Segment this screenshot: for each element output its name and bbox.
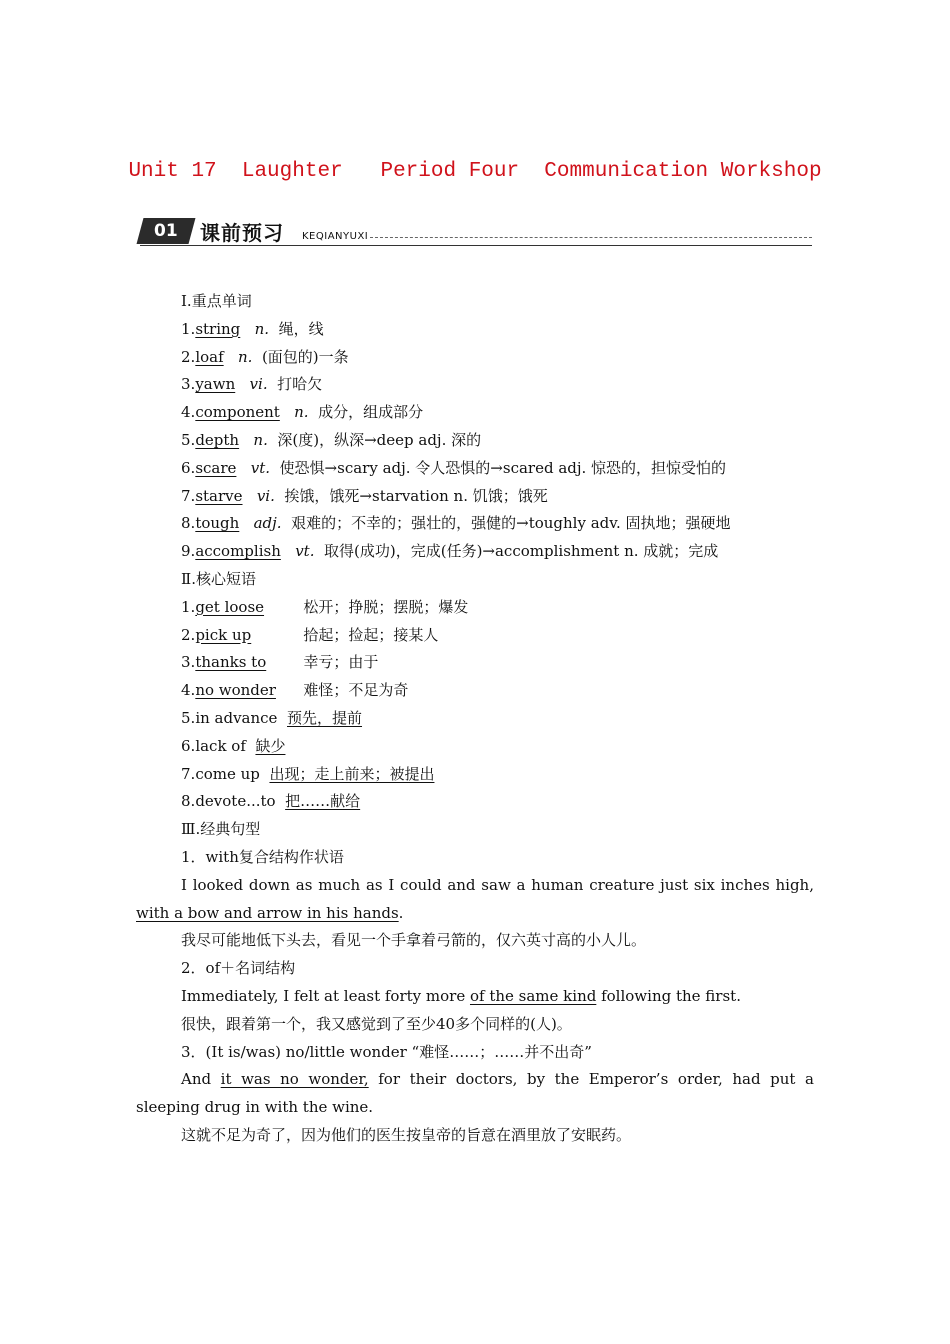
phrase-item	[136, 594, 814, 622]
phrase-meaning: 预先，提前	[287, 708, 363, 727]
pattern-example-translation: 这就不足为奇了，因为他们的医生按皇帝的旨意在酒里放了安眠药。	[181, 1125, 632, 1144]
phrase-number: 7.	[181, 764, 196, 783]
vocab-word: scare	[195, 458, 237, 477]
phrase-meaning: 幸亏；由于	[303, 653, 379, 672]
vocab-item	[136, 399, 814, 427]
vocab-item	[136, 344, 814, 372]
banner-dashed-rule	[370, 237, 812, 238]
phrase-text	[195, 594, 303, 622]
phrase-text	[195, 649, 303, 677]
vocab-word: tough	[195, 514, 240, 533]
phrase-list	[136, 594, 814, 705]
pattern-example-english	[136, 1066, 814, 1122]
phrase-number: 5.	[181, 708, 196, 727]
pattern-example-english	[136, 872, 814, 928]
phrase-text: in advance	[195, 708, 278, 727]
banner-solid-rule	[140, 245, 812, 246]
phrase-number: 1.	[181, 597, 196, 616]
phrase-list-continued	[136, 705, 814, 816]
vocab-word: component	[195, 403, 280, 422]
vocab-meaning: 艰难的；不幸的；强壮的，强健的→toughly adv. 固执地；强硬地	[291, 514, 731, 533]
vocab-meaning: 成分，组成部分	[318, 403, 424, 422]
phrase-text: come up	[195, 764, 260, 783]
worksheet-body	[136, 288, 814, 1150]
phrase-number: 2.	[181, 625, 196, 644]
example-text-after: .	[398, 903, 404, 922]
vocab-word: depth	[195, 430, 240, 449]
example-blank-answer: with a bow and arrow in his hands	[136, 903, 399, 922]
pattern-example-translation: 我尽可能地低下头去，看见一个手拿着弓箭的，仅六英寸高的小人儿。	[181, 931, 647, 950]
vocab-number: 6.	[181, 458, 196, 477]
vocab-meaning: 使恐惧→scary adj. 令人恐惧的→scared adj. 惊恐的，担惊受怕的	[279, 458, 727, 477]
phrase-text-underlined: thanks to	[195, 653, 267, 672]
vocab-word: loaf	[195, 347, 224, 366]
vocab-number: 8.	[181, 514, 196, 533]
vocab-item	[136, 371, 814, 399]
document-title: Unit 17 Laughter Period Four Communication Workshop	[128, 160, 822, 183]
vocab-word: string	[195, 319, 241, 338]
vocab-heading: Ⅰ.重点单词	[181, 292, 252, 310]
pattern-label: 3．(It is/was) no/little wonder “难怪……；……并不出奇”	[181, 1042, 592, 1061]
vocab-word: starve	[195, 486, 243, 505]
vocab-list	[136, 316, 814, 566]
pattern-example-english	[136, 983, 814, 1011]
vocab-meaning: 打哈欠	[277, 375, 323, 394]
vocab-item	[136, 427, 814, 455]
pattern-heading: Ⅲ.经典句型	[181, 820, 261, 839]
phrase-item	[136, 649, 814, 677]
vocab-part-of-speech: vt.	[295, 542, 315, 561]
phrase-item	[136, 622, 814, 650]
vocab-part-of-speech: vt.	[250, 458, 270, 477]
vocab-meaning: (面包的)一条	[261, 347, 349, 366]
example-text-before: Immediately, I felt at least forty more	[181, 986, 470, 1005]
example-text-before: I looked down as much as I could and saw a human creature just six inches high,	[181, 875, 814, 894]
vocab-part-of-speech: n.	[253, 430, 268, 449]
phrase-meaning: 松开；挣脱；摆脱；爆发	[303, 597, 469, 616]
vocab-part-of-speech: n.	[294, 403, 309, 422]
phrase-number: 8.	[181, 792, 196, 811]
phrase-item	[136, 788, 814, 816]
vocab-part-of-speech: n.	[254, 319, 270, 338]
vocab-item	[136, 538, 814, 566]
vocab-item	[136, 483, 814, 511]
vocab-part-of-speech: adj.	[253, 514, 282, 533]
example-blank-answer: it was no wonder,	[220, 1070, 369, 1089]
pattern-list	[136, 844, 814, 1150]
example-blank-answer: of the same kind	[469, 986, 597, 1005]
vocab-number: 4.	[181, 403, 196, 422]
phrase-item	[136, 761, 814, 789]
example-text-after: for their doctors, by the Emperor’s order, had put a sleeping drug in with the wine.	[136, 1070, 814, 1117]
vocab-item	[136, 316, 814, 344]
vocab-meaning: 取得(成功)，完成(任务)→accomplishment n. 成就；完成	[324, 542, 719, 561]
pattern-example-translation: 很快，跟着第一个，我又感觉到了至少40多个同样的(人)。	[181, 1014, 572, 1033]
phrase-number: 6.	[181, 736, 196, 755]
vocab-meaning: 挨饿，饿死→starvation n. 饥饿；饿死	[284, 486, 548, 505]
phrase-item	[136, 677, 814, 705]
phrase-text-underlined: no wonder	[195, 681, 276, 700]
phrase-number: 4.	[181, 681, 196, 700]
pattern-label: 1．with复合结构作状语	[181, 847, 344, 866]
example-text-after: following the first.	[596, 986, 741, 1005]
vocab-meaning: 绳，线	[278, 319, 324, 338]
phrase-item	[136, 733, 814, 761]
vocab-part-of-speech: n.	[237, 347, 253, 366]
phrase-number: 3.	[181, 653, 196, 672]
phrase-text: lack of	[195, 736, 246, 755]
phrase-meaning: 拾起；捡起；接某人	[303, 625, 439, 644]
vocab-number: 3.	[181, 375, 196, 394]
phrase-meaning: 难怪；不足为奇	[303, 681, 409, 700]
vocab-word: yawn	[195, 375, 236, 394]
phrase-meaning: 缺少	[255, 736, 286, 755]
vocab-number: 7.	[181, 486, 196, 505]
phrase-text	[195, 677, 303, 705]
section-number-badge: 01	[137, 218, 196, 244]
section-banner	[140, 216, 812, 248]
vocab-part-of-speech: vi.	[249, 375, 268, 394]
phrase-text	[195, 622, 303, 650]
phrase-heading: Ⅱ.核心短语	[181, 569, 256, 588]
vocab-part-of-speech: vi.	[256, 486, 275, 505]
phrase-meaning: 出现；走上前来；被提出	[269, 764, 435, 783]
section-banner-label: 课前预习	[200, 221, 284, 245]
vocab-number: 5.	[181, 430, 196, 449]
phrase-text-underlined: pick up	[195, 625, 252, 644]
example-text-before: And	[181, 1070, 221, 1089]
vocab-meaning: 深(度)，纵深→deep adj. 深的	[277, 430, 482, 449]
phrase-text-underlined: get loose	[195, 597, 265, 616]
phrase-item	[136, 705, 814, 733]
vocab-number: 2.	[181, 347, 196, 366]
phrase-text: devote...to	[195, 792, 276, 811]
vocab-item	[136, 455, 814, 483]
section-banner-pinyin: KEQIANYUXI	[302, 231, 369, 242]
vocab-number: 9.	[181, 542, 196, 561]
vocab-number: 1.	[181, 319, 196, 338]
pattern-label: 2．of＋名词结构	[181, 959, 296, 978]
vocab-word: accomplish	[195, 542, 281, 561]
phrase-meaning: 把……献给	[285, 792, 361, 811]
vocab-item	[136, 510, 814, 538]
